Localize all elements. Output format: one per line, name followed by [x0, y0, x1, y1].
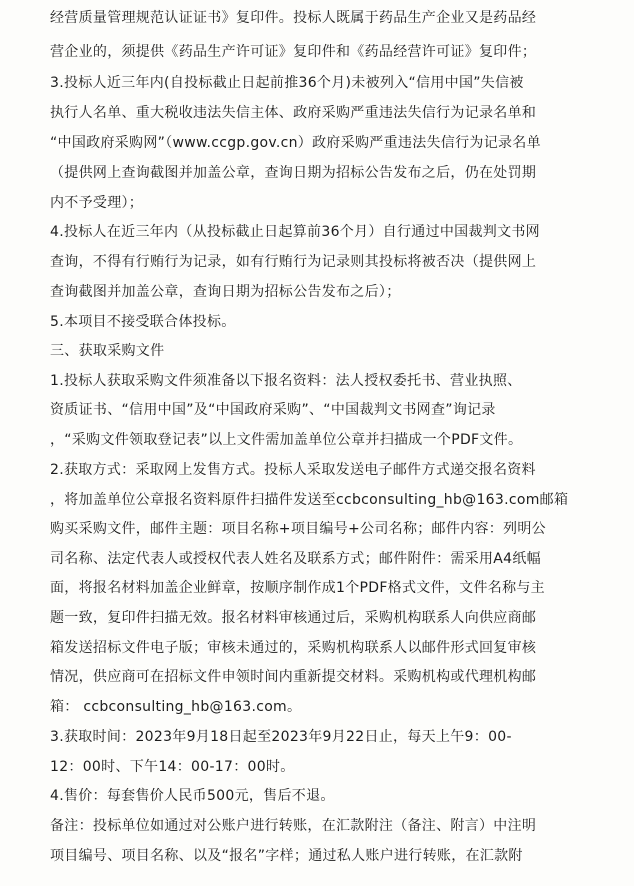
- text-line: ，将加盖单位公章报名资料原件扫描件发送至ccbconsulting_hb@163.com邮箱: [50, 492, 569, 508]
- text-line: 经营质量管理规范认证证书》复印件。投标人既属于药品生产企业又是药品经: [50, 10, 537, 26]
- text-line: 司名称、法定代表人或授权代表人姓名及联系方式；邮件附件：需采用A4纸幅: [50, 551, 541, 567]
- text-line: 3.投标人近三年内(自投标截止日起前推36个月)未被列入“信用中国”失信被: [50, 75, 524, 91]
- text-line: 箱： ccbconsulting_hb@163.com。: [50, 699, 302, 715]
- text-line: 4.投标人在近三年内（从投标截止日起算前36个月）自行通过中国裁判文书网: [50, 224, 540, 240]
- text-line: 购买采购文件，邮件主题：项目名称+项目编号+公司名称；邮件内容：列明公: [50, 521, 546, 537]
- text-line: 12：00时、下午14：00-17：00时。: [50, 759, 295, 775]
- text-line: 执行人名单、重大税收违法失信主体、政府采购严重违法失信行为记录名单和: [50, 105, 537, 121]
- text-line: 内不予受理）；: [50, 195, 144, 211]
- text-line: ，“采购文件领取登记表”以上文件需加盖单位公章并扫描成一个PDF文件。: [50, 432, 523, 448]
- text-line: 资质证书、“信用中国”及“中国政府采购”、“中国裁判文书网查”询记录: [50, 402, 496, 418]
- text-line: 3.获取时间：2023年9月18日起至2023年9月22日止，每天上午9：00-: [50, 729, 512, 745]
- text-line: 5.本项目不接受联合体投标。: [50, 314, 236, 330]
- text-line: 查询，不得有行贿行为记录，如有行贿行为记录则其投标将被否决（提供网上: [50, 254, 537, 270]
- text-line: 情况，供应商可在招标文件申领时间内重新提交材料。采购机构或代理机构邮: [50, 669, 537, 685]
- text-line: 面，将报名材料加盖企业鲜章，按顺序制作成1个PDF格式文件，文件名称与主: [50, 580, 545, 596]
- section-heading: 三、获取采购文件: [50, 343, 165, 359]
- text-line: 箱发送招标文件电子版；审核未通过的，采购机构联系人以邮件形式回复审核: [50, 640, 537, 656]
- text-line: 营企业的，须提供《药品生产许可证》复印件和《药品经营许可证》复印件；: [50, 44, 537, 60]
- text-line: 题一致，复印件扫描无效。报名材料审核通过后，采购机构联系人向供应商邮: [50, 610, 537, 626]
- text-line: 项目编号、项目名称、以及“报名”字样；通过私人账户进行转账，在汇款附: [50, 848, 523, 864]
- text-line: （提供网上查询截图并加盖公章，查询日期为招标公告发布之后，仍在处罚期: [50, 165, 537, 181]
- text-line: 1.投标人获取采购文件须准备以下报名资料：法人授权委托书、营业执照、: [50, 373, 522, 389]
- text-line: “中国政府采购网”（www.ccgp.gov.cn）政府采购严重违法失信行为记录名单: [50, 135, 541, 151]
- text-line: 备注：投标单位如通过对公账户进行转账，在汇款附注（备注、附言）中注明: [50, 818, 537, 834]
- text-line: 2.获取方式：采取网上发售方式。投标人采取发送电子邮件方式递交报名资料: [50, 462, 536, 478]
- text-line: 4.售价：每套售价人民币500元，售后不退。: [50, 788, 335, 804]
- text-line: 查询截图并加盖公章，查询日期为招标公告发布之后）；: [50, 284, 401, 300]
